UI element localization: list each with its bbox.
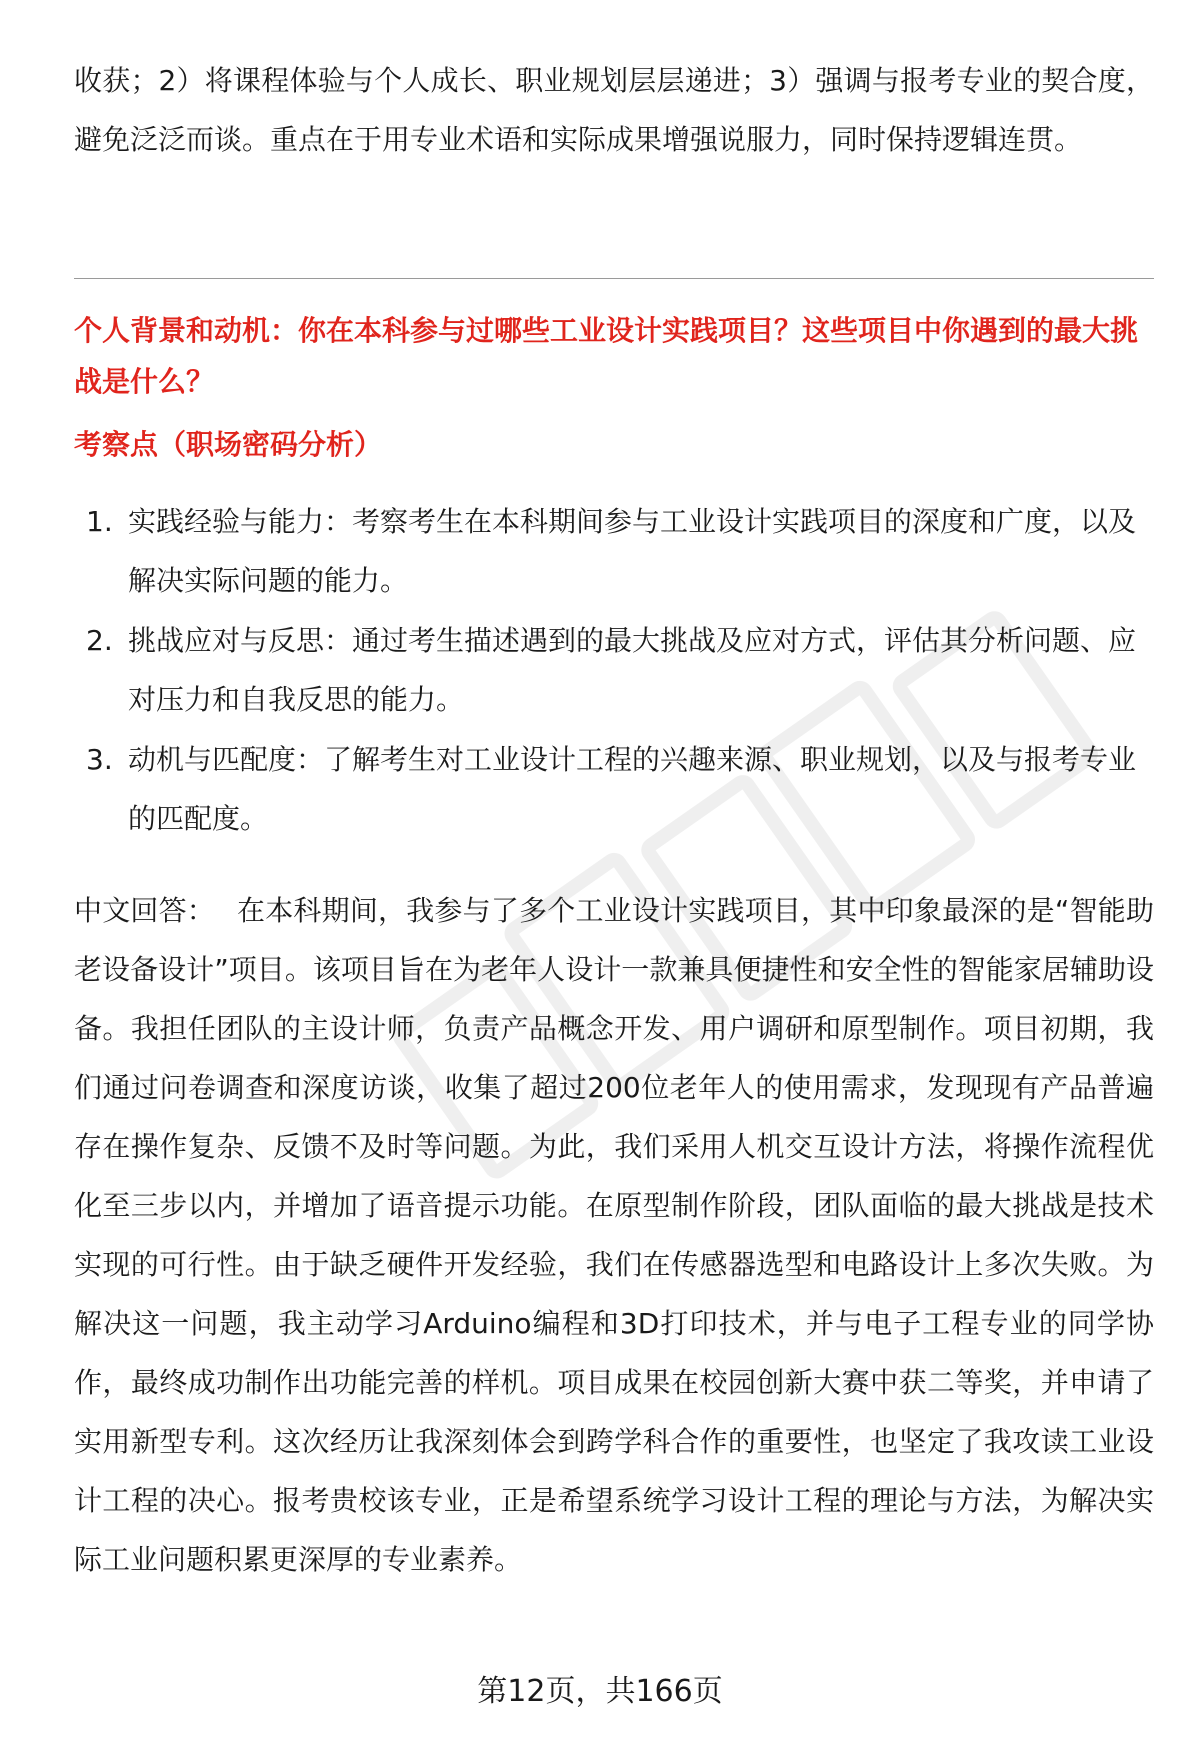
intro-paragraph: 收获；2）将课程体验与个人成长、职业规划层层递进；3）强调与报考专业的契合度，避免泛泛而谈。重点在于用专业术语和实际成果增强说服力，同时保持逻辑连贯。 (74, 64, 1154, 156)
list-number: 2. (86, 624, 113, 657)
analysis-point-3 (74, 730, 1154, 848)
page-number-footer: 第12页，共166页 (477, 1674, 723, 1709)
question-heading: 个人背景和动机：你在本科参与过哪些工业设计实践项目？这些项目中你遇到的最大挑战是什么？ (74, 314, 1139, 398)
analysis-points-list (74, 492, 1154, 849)
list-number: 3. (86, 743, 113, 776)
analysis-point-text: 挑战应对与反思：通过考生描述遇到的最大挑战及应对方式，评估其分析问题、应对压力和自我反思的能力。 (128, 624, 1137, 716)
analysis-point-text: 实践经验与能力：考察考生在本科期间参与工业设计实践项目的深度和广度，以及解决实际问题的能力。 (128, 505, 1137, 597)
analysis-point-1 (74, 492, 1154, 610)
section-divider (74, 278, 1154, 279)
analysis-point-text: 动机与匹配度：了解考生对工业设计工程的兴趣来源、职业规划，以及与报考专业的匹配度。 (128, 743, 1137, 835)
answer-text: 在本科期间，我参与了多个工业设计实践项目，其中印象最深的是“智能助老设备设计”项目。该项目旨在为老年人设计一款兼具便捷性和安全性的智能家居辅助设备。我担任团队的主设计师，负责产品概念开发、用户调研和原型制作。项目初期，我们通过问卷调查和深度访谈，收集了超过200位老年人的使用需求，发现现有产品普遍存在操作复杂、反馈不及时等问题。为此，我们采用人机交互设计方法，将操作流程优化至三步以内，并增加了语音提示功能。在原型制作阶段，团队面临的最大挑战是技术实现的可行性。由于缺乏硬件开发经验，我们在传感器选型和电路设计上多次失败。为解决这一问题，我主动学习Arduino编程和3D打印技术，并与电子工程专业的同学协作，最终成功制作出功能完善的样机。项目成果在校园创新大赛中获二等奖，并申请了实用新型专利。这次经历让我深刻体会到跨学科合作的重要性，也坚定了我攻读工业设计工程的决心。报考贵校该专业，正是希望系统学习设计工程的理论与方法，为解决实际工业问题积累更深厚的专业素养。 (74, 894, 1154, 1576)
answer-label: 中文回答： (74, 894, 216, 927)
analysis-point-2 (74, 611, 1154, 729)
answer-paragraph (74, 881, 1154, 1589)
analysis-heading: 考察点（职场密码分析） (74, 428, 383, 461)
list-number: 1. (86, 505, 113, 538)
